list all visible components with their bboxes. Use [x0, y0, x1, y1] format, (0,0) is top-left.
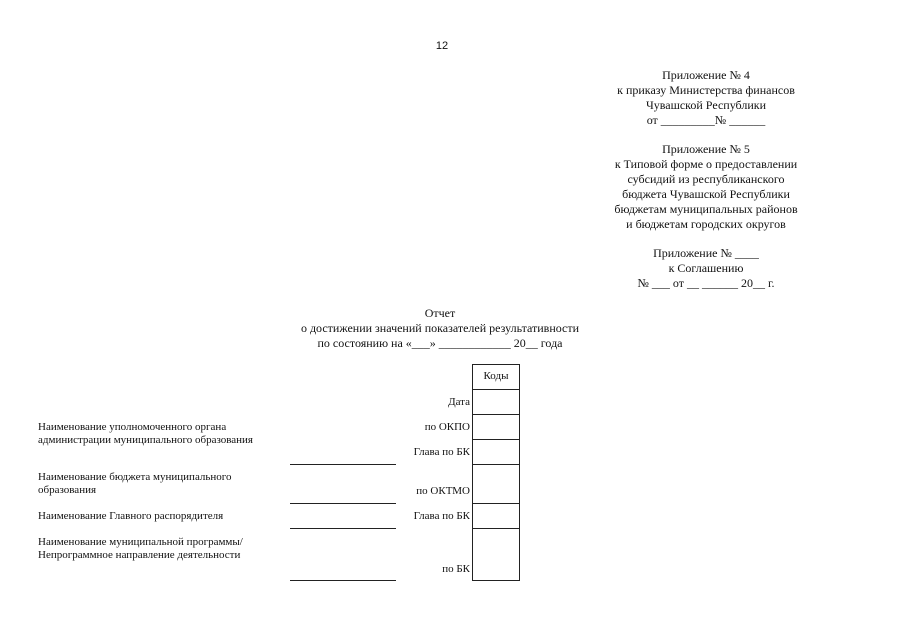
label-glava-bk-1: Глава по БК	[413, 446, 470, 458]
label-okpo: по ОКПО	[424, 421, 470, 433]
report-title: Отчет	[424, 306, 456, 320]
appendix-5-line3: субсидий из республиканского	[627, 172, 785, 186]
agreement-appendix-line3: № ___ от __ ______ 20__ г.	[637, 276, 775, 290]
appendix-5-line2: к Типовой форме о предоставлении	[614, 157, 798, 171]
codes-header: Коды	[472, 364, 520, 390]
appendix-4-line3: Чувашской Республики	[645, 98, 767, 112]
appendix-4-line1: Приложение № 4	[662, 68, 750, 82]
code-cell-date	[472, 389, 520, 415]
appendix-5-line5: бюджетам муниципальных районов	[614, 202, 798, 216]
blank-line-program	[290, 580, 396, 581]
page-number: 12	[435, 40, 449, 52]
label-glava-bk-2: Глава по БК	[413, 510, 470, 522]
appendix-4-line4: от _________№ ______	[646, 113, 766, 127]
report-title-block	[240, 306, 640, 351]
appendix-5-line6: и бюджетам городских округов	[626, 217, 786, 231]
agreement-appendix-line2: к Соглашению	[668, 261, 744, 275]
blank-line-budget	[290, 503, 396, 504]
appendix-5-line1: Приложение № 5	[662, 142, 750, 156]
code-cell-glava-bk-2	[472, 503, 520, 529]
code-cell-okpo	[472, 414, 520, 440]
agreement-appendix-block	[556, 246, 856, 291]
appendix-4-line2: к приказу Министерства финансов	[617, 83, 795, 97]
code-cell-po-bk	[472, 528, 520, 581]
report-date-line: по состоянию на «___» ____________ 20__ года	[317, 336, 563, 350]
blank-line-authority	[290, 464, 396, 465]
label-chief-admin: Наименование Главного распорядителя	[38, 510, 224, 522]
code-cell-glava-bk-1	[472, 439, 520, 465]
agreement-appendix-line1: Приложение № ____	[653, 246, 759, 260]
blank-line-chief-admin	[290, 528, 396, 529]
label-date: Дата	[448, 396, 470, 408]
appendix-4-block	[556, 68, 856, 128]
label-oktmo: по ОКТМО	[416, 485, 470, 497]
appendix-5-line4: бюджета Чувашской Республики	[622, 187, 790, 201]
report-subtitle: о достижении значений показателей результативности	[300, 321, 580, 335]
label-authority: Наименование уполномоченного органа администрации муниципального образования	[38, 421, 253, 446]
label-program: Наименование муниципальной программы/Непрограммное направление деятельности	[38, 536, 243, 561]
appendix-5-block	[556, 142, 856, 232]
label-budget: Наименование бюджета муниципального образования	[38, 471, 232, 496]
label-po-bk: по БК	[442, 563, 470, 575]
code-cell-oktmo	[472, 464, 520, 504]
